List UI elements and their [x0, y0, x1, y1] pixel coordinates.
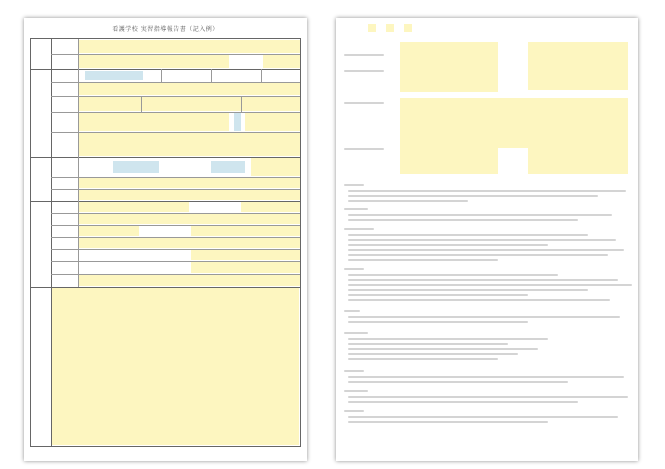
row-label — [51, 39, 79, 54]
input-field[interactable] — [79, 83, 300, 95]
form-section-5 — [31, 287, 300, 446]
form-row — [51, 112, 300, 133]
note-line — [348, 274, 558, 276]
divider — [211, 69, 212, 82]
note-line — [348, 338, 548, 340]
note-line — [348, 316, 620, 318]
input-field[interactable] — [79, 190, 300, 200]
note-line — [348, 299, 610, 301]
select-field[interactable] — [211, 161, 245, 173]
form-row — [51, 261, 300, 275]
form-row — [51, 157, 300, 178]
input-field[interactable] — [79, 275, 300, 286]
form-title: 看護学校 実習指導報告書（記入例） — [112, 26, 219, 33]
note-line — [348, 284, 632, 286]
input-field[interactable] — [79, 178, 300, 188]
note-line — [348, 348, 538, 350]
note-line — [348, 239, 616, 241]
form-row — [51, 96, 300, 113]
form-grid — [30, 38, 301, 447]
note-line — [348, 376, 624, 378]
field-line — [344, 148, 384, 150]
note-heading — [344, 390, 368, 392]
note-heading — [344, 310, 360, 312]
input-field[interactable] — [79, 226, 139, 236]
section-label — [31, 69, 52, 157]
row-label — [51, 54, 79, 69]
note-line — [348, 358, 498, 360]
divider — [241, 96, 242, 112]
input-field[interactable] — [251, 158, 300, 176]
info-box[interactable] — [400, 144, 498, 174]
note-line — [348, 219, 578, 221]
input-field[interactable] — [79, 97, 300, 111]
form-row — [51, 287, 300, 446]
header-mark — [386, 24, 394, 32]
input-field[interactable] — [79, 238, 300, 248]
select-field[interactable] — [113, 161, 159, 173]
header-mark — [368, 24, 376, 32]
note-line — [348, 294, 528, 296]
form-row — [51, 54, 300, 69]
form-section-1 — [31, 39, 300, 70]
row-label — [51, 249, 79, 261]
input-field[interactable] — [263, 55, 300, 68]
note-line — [348, 396, 628, 398]
form-row — [51, 82, 300, 97]
note-line — [348, 200, 468, 202]
note-heading — [344, 184, 364, 186]
select-field[interactable] — [85, 71, 143, 80]
divider — [161, 69, 162, 82]
row-label — [51, 82, 79, 96]
note-line — [348, 343, 508, 345]
note-heading — [344, 228, 374, 230]
info-box[interactable] — [400, 42, 498, 92]
note-line — [348, 289, 588, 291]
note-line — [348, 353, 518, 355]
report-textarea[interactable] — [52, 288, 299, 445]
input-field[interactable] — [241, 202, 300, 212]
note-line — [348, 214, 612, 216]
form-row — [51, 39, 300, 55]
row-label — [51, 225, 79, 237]
note-line — [348, 249, 624, 251]
input-field[interactable] — [79, 214, 300, 224]
divider — [141, 96, 142, 112]
note-heading — [344, 410, 364, 412]
row-label — [51, 96, 79, 112]
row-label — [51, 69, 79, 82]
input-field[interactable] — [79, 113, 229, 131]
note-line — [348, 321, 528, 323]
note-line — [348, 234, 588, 236]
input-field[interactable] — [245, 113, 300, 131]
note-line — [348, 401, 578, 403]
note-heading — [344, 268, 364, 270]
input-field[interactable] — [79, 133, 300, 156]
field-line — [344, 54, 384, 56]
form-section-3 — [31, 157, 300, 202]
row-label — [51, 274, 79, 287]
note-line — [348, 259, 498, 261]
info-box[interactable] — [528, 42, 628, 90]
input-field[interactable] — [191, 226, 300, 236]
select-field[interactable] — [234, 113, 241, 131]
form-page — [24, 18, 307, 461]
note-heading — [344, 370, 364, 372]
row-label — [51, 201, 79, 213]
form-row — [51, 132, 300, 157]
field-line — [344, 70, 384, 72]
info-box[interactable] — [528, 144, 628, 174]
section-label — [31, 39, 52, 69]
note-line — [348, 254, 608, 256]
field-line — [344, 102, 384, 104]
note-heading — [344, 332, 368, 334]
note-line — [348, 416, 618, 418]
note-line — [348, 381, 568, 383]
section-label — [31, 287, 52, 446]
form-row — [51, 274, 300, 287]
input-field[interactable] — [79, 202, 189, 212]
input-field[interactable] — [79, 55, 229, 68]
input-field[interactable] — [191, 250, 300, 260]
header-mark — [404, 24, 412, 32]
row-label — [51, 157, 79, 177]
input-field[interactable] — [191, 262, 300, 273]
form-row — [51, 189, 300, 201]
section-label — [31, 157, 52, 201]
form-section-2 — [31, 69, 300, 158]
notes-page — [336, 18, 638, 461]
form-section-4 — [31, 201, 300, 288]
input-field[interactable] — [79, 40, 300, 53]
info-box[interactable] — [400, 98, 628, 148]
row-label — [51, 213, 79, 225]
row-label — [51, 189, 79, 201]
row-label — [51, 132, 79, 157]
note-heading — [344, 208, 368, 210]
divider — [261, 69, 262, 82]
section-label — [31, 201, 52, 287]
row-label — [51, 177, 79, 189]
note-line — [348, 421, 548, 423]
row-label — [51, 261, 79, 274]
note-line — [348, 279, 618, 281]
note-line — [348, 195, 598, 197]
form-row — [51, 69, 300, 83]
note-line — [348, 190, 626, 192]
row-label — [51, 237, 79, 249]
note-line — [348, 244, 548, 246]
row-label — [51, 112, 79, 132]
